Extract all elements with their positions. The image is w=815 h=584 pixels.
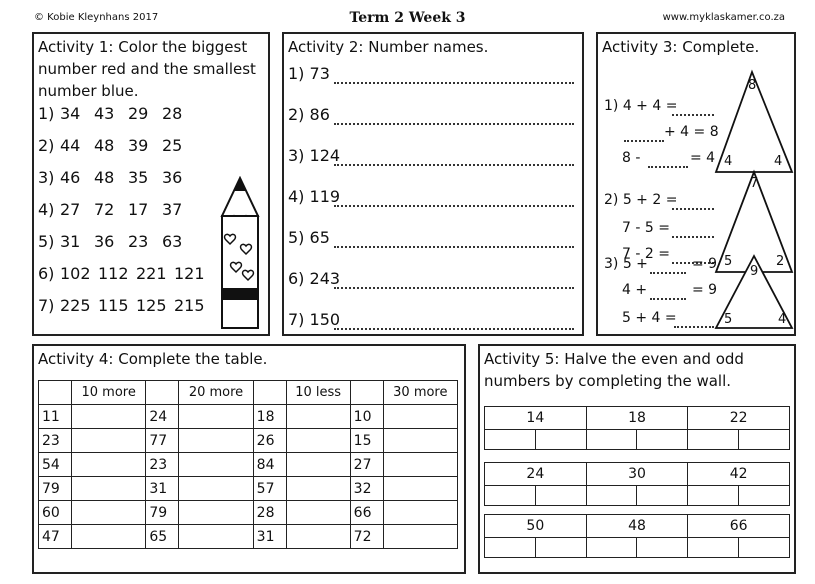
copyright-text: © Kobie Kleynhans 2017 (34, 12, 159, 23)
given-number-cell: 65 (146, 525, 179, 549)
wall-half-cell[interactable] (637, 538, 688, 557)
activity5-title: Activity 5: Halve the even and odd numbers by completing the wall. (484, 350, 744, 390)
answer-cell[interactable] (72, 477, 146, 501)
number-to-color[interactable]: 27 (60, 200, 81, 219)
table-row (39, 453, 458, 477)
given-number-cell: 24 (146, 405, 179, 429)
number-name-answer-line[interactable] (334, 164, 574, 166)
activity4-box (32, 344, 466, 574)
activity5-box (478, 344, 796, 574)
number-to-color[interactable]: 31 (60, 232, 81, 251)
activity1-row (38, 264, 212, 283)
given-number-cell: 10 (350, 405, 383, 429)
wall-half-cell[interactable] (536, 430, 587, 449)
answer-cell[interactable] (286, 525, 350, 549)
answer-cell[interactable] (72, 501, 146, 525)
answer-cell[interactable] (179, 501, 253, 525)
wall-half-cell[interactable] (688, 538, 739, 557)
number-to-color[interactable]: 23 (128, 232, 149, 251)
activity4-title: Activity 4: Complete the table. (38, 350, 268, 368)
number-to-color[interactable]: 121 (174, 264, 205, 283)
act3-g1-line3: 8 - (622, 150, 641, 166)
act3-g3-blank1[interactable] (650, 272, 686, 274)
activity1-row (38, 232, 196, 251)
answer-cell[interactable] (179, 453, 253, 477)
wall-number: 18 (587, 407, 689, 429)
wall-half-cell[interactable] (739, 430, 789, 449)
given-number-cell: 23 (146, 453, 179, 477)
act3-g2-line3: 7 - 2 = (622, 246, 670, 262)
tri1-left: 4 (724, 154, 733, 169)
wall-half-cell[interactable] (485, 486, 536, 505)
number-name-answer-line[interactable] (334, 287, 574, 289)
number-to-color[interactable]: 17 (128, 200, 149, 219)
answer-cell[interactable] (179, 525, 253, 549)
number-to-color[interactable]: 48 (94, 168, 115, 187)
act3-g2-line2: 7 - 5 = (622, 220, 670, 236)
answer-cell[interactable] (286, 405, 350, 429)
given-number-cell: 23 (39, 429, 72, 453)
row-label: 7) (38, 296, 55, 315)
number-name-answer-line[interactable] (334, 123, 574, 125)
given-number-cell: 79 (39, 477, 72, 501)
tri2-right: 2 (776, 254, 785, 269)
act3-g3-line2: = 9 (692, 256, 718, 272)
act3-g3-blank2[interactable] (650, 298, 686, 300)
tri3-right: 4 (778, 312, 787, 327)
number-to-color[interactable]: 29 (128, 104, 149, 123)
answer-cell[interactable] (383, 501, 457, 525)
act3-g2-blank2[interactable] (672, 236, 714, 238)
activity1-row (38, 136, 196, 155)
number-to-color[interactable]: 44 (60, 136, 81, 155)
row-label: 4) (38, 200, 55, 219)
col-10-more: 10 more (72, 381, 146, 405)
wall-half-cell[interactable] (536, 486, 587, 505)
answer-cell[interactable] (286, 501, 350, 525)
activity1-row (38, 296, 212, 315)
tri2-left: 5 (724, 254, 733, 269)
number-name-answer-line[interactable] (334, 82, 574, 84)
wall-half-cell[interactable] (587, 486, 638, 505)
given-number-cell: 84 (253, 453, 286, 477)
row-label: 2) (38, 136, 55, 155)
wall-half-cell[interactable] (739, 538, 789, 557)
answer-cell[interactable] (72, 429, 146, 453)
given-number-cell: 79 (146, 501, 179, 525)
number-to-color[interactable]: 36 (94, 232, 115, 251)
wall-number: 42 (729, 466, 748, 482)
given-number-cell: 18 (253, 405, 286, 429)
activity1-title: Activity 1: Color the biggest number red and the smallest number blue. (38, 38, 256, 100)
answer-cell[interactable] (179, 477, 253, 501)
given-number-cell: 26 (253, 429, 286, 453)
act3-g2-line1: 2) 5 + 2 = (604, 192, 678, 208)
row-label: 6) (38, 264, 55, 283)
given-number-cell: 27 (350, 453, 383, 477)
tri1-right: 4 (774, 154, 783, 169)
answer-cell[interactable] (72, 525, 146, 549)
activity1-row (38, 200, 196, 219)
wall-half-cell[interactable] (688, 486, 739, 505)
wall-half-cell[interactable] (688, 430, 739, 449)
given-number-cell: 28 (253, 501, 286, 525)
page-title: Term 2 Week 3 (349, 10, 466, 26)
table-row (39, 405, 458, 429)
number-to-color[interactable]: 39 (128, 136, 149, 155)
answer-cell[interactable] (383, 477, 457, 501)
act3-g1-blank3[interactable] (648, 166, 688, 168)
answer-cell[interactable] (72, 453, 146, 477)
number-to-color[interactable]: 225 (60, 296, 91, 315)
col-20-more: 20 more (179, 381, 253, 405)
number-name-item: 2) 86 (288, 105, 330, 124)
number-to-color[interactable]: 63 (162, 232, 183, 251)
activity1-row (38, 168, 196, 187)
wall-half-cell[interactable] (587, 538, 638, 557)
row-label: 5) (38, 232, 55, 251)
number-to-color[interactable]: 37 (162, 200, 183, 219)
number-name-answer-line[interactable] (334, 205, 574, 207)
answer-cell[interactable] (72, 405, 146, 429)
wall-number: 50 (485, 515, 587, 537)
act3-g1-line4: = 4 (690, 150, 716, 166)
number-to-color[interactable]: 36 (162, 168, 183, 187)
wall-number: 30 (587, 463, 689, 485)
act3-g3-line1: 3) 5 + (604, 256, 648, 272)
activity1-box (32, 32, 270, 336)
col-30-more: 30 more (383, 381, 457, 405)
website-url: www.myklaskamer.co.za (662, 12, 785, 23)
act3-g1-line2: + 4 = 8 (664, 124, 719, 140)
number-wall (484, 514, 790, 558)
wall-half-cell[interactable] (485, 538, 536, 557)
act3-g1-blank1[interactable] (672, 114, 714, 116)
number-name-item: 4) 119 (288, 187, 341, 206)
col-10-less: 10 less (286, 381, 350, 405)
number-wall (484, 406, 790, 450)
answer-cell[interactable] (179, 429, 253, 453)
number-to-color[interactable]: 72 (94, 200, 115, 219)
number-name-item: 6) 243 (288, 269, 341, 288)
given-number-cell: 11 (39, 405, 72, 429)
wall-half-cell[interactable] (536, 538, 587, 557)
given-number-cell: 31 (253, 525, 286, 549)
given-number-cell: 57 (253, 477, 286, 501)
given-number-cell: 47 (39, 525, 72, 549)
wall-half-cell[interactable] (637, 430, 688, 449)
number-to-color[interactable]: 102 (60, 264, 91, 283)
wall-half-cell[interactable] (587, 430, 638, 449)
activity3-box (596, 32, 796, 336)
answer-cell[interactable] (286, 477, 350, 501)
given-number-cell: 54 (39, 453, 72, 477)
number-to-color[interactable]: 112 (98, 264, 129, 283)
number-wall (484, 462, 790, 506)
number-to-color[interactable]: 125 (136, 296, 167, 315)
act3-g3-blank3[interactable] (674, 326, 714, 328)
given-number-cell: 66 (350, 501, 383, 525)
number-name-item: 7) 150 (288, 310, 341, 329)
act3-g2-blank1[interactable] (672, 208, 714, 210)
act3-g3-line4: = 9 (692, 282, 718, 298)
pencil-icon (218, 176, 262, 332)
number-to-color[interactable]: 43 (94, 104, 115, 123)
given-number-cell: 77 (146, 429, 179, 453)
number-to-color[interactable]: 221 (136, 264, 167, 283)
act3-g1-blank2[interactable] (624, 140, 664, 142)
answer-cell[interactable] (383, 453, 457, 477)
answer-cell[interactable] (179, 405, 253, 429)
number-name-item: 5) 65 (288, 228, 330, 247)
answer-cell[interactable] (383, 525, 457, 549)
number-to-color[interactable]: 25 (162, 136, 183, 155)
answer-cell[interactable] (383, 405, 457, 429)
tri3-left: 5 (724, 312, 733, 327)
table-row (39, 501, 458, 525)
activity2-box (282, 32, 584, 336)
table-row (39, 429, 458, 453)
number-name-item: 3) 124 (288, 146, 341, 165)
act3-g3-line3: 4 + (622, 282, 648, 298)
wall-half-cell[interactable] (637, 486, 688, 505)
wall-number: 48 (587, 515, 689, 537)
act3-g3-line5: 5 + 4 = (622, 310, 677, 326)
number-to-color[interactable]: 115 (98, 296, 129, 315)
tri2-top: 7 (750, 176, 759, 191)
answer-cell[interactable] (286, 429, 350, 453)
activity4-table-body (39, 405, 458, 549)
given-number-cell: 60 (39, 501, 72, 525)
number-to-color[interactable]: 34 (60, 104, 81, 123)
wall-number: 66 (729, 518, 748, 534)
answer-cell[interactable] (383, 429, 457, 453)
wall-half-cell[interactable] (739, 486, 789, 505)
number-to-color[interactable]: 48 (94, 136, 115, 155)
number-name-answer-line[interactable] (334, 328, 574, 330)
number-to-color[interactable]: 215 (174, 296, 205, 315)
answer-cell[interactable] (286, 453, 350, 477)
number-name-answer-line[interactable] (334, 246, 574, 248)
wall-half-cell[interactable] (485, 430, 536, 449)
wall-number: 22 (729, 410, 748, 426)
tri1-top: 8 (748, 78, 757, 93)
row-label: 1) (38, 104, 55, 123)
given-number-cell: 32 (350, 477, 383, 501)
number-to-color[interactable]: 35 (128, 168, 149, 187)
table-row (39, 477, 458, 501)
act3-g1-line1: 1) 4 + 4 = (604, 98, 678, 114)
number-name-item: 1) 73 (288, 64, 330, 83)
row-label: 3) (38, 168, 55, 187)
given-number-cell: 15 (350, 429, 383, 453)
activity2-title: Activity 2: Number names. (288, 38, 489, 56)
tri3-top: 9 (750, 264, 759, 279)
wall-number: 14 (485, 407, 587, 429)
activity3-title: Activity 3: Complete. (602, 38, 760, 56)
given-number-cell: 72 (350, 525, 383, 549)
number-to-color[interactable]: 28 (162, 104, 183, 123)
number-to-color[interactable]: 46 (60, 168, 81, 187)
given-number-cell: 31 (146, 477, 179, 501)
activity4-table (38, 380, 458, 549)
wall-number: 24 (485, 463, 587, 485)
activity1-row (38, 104, 196, 123)
table-row (39, 525, 458, 549)
